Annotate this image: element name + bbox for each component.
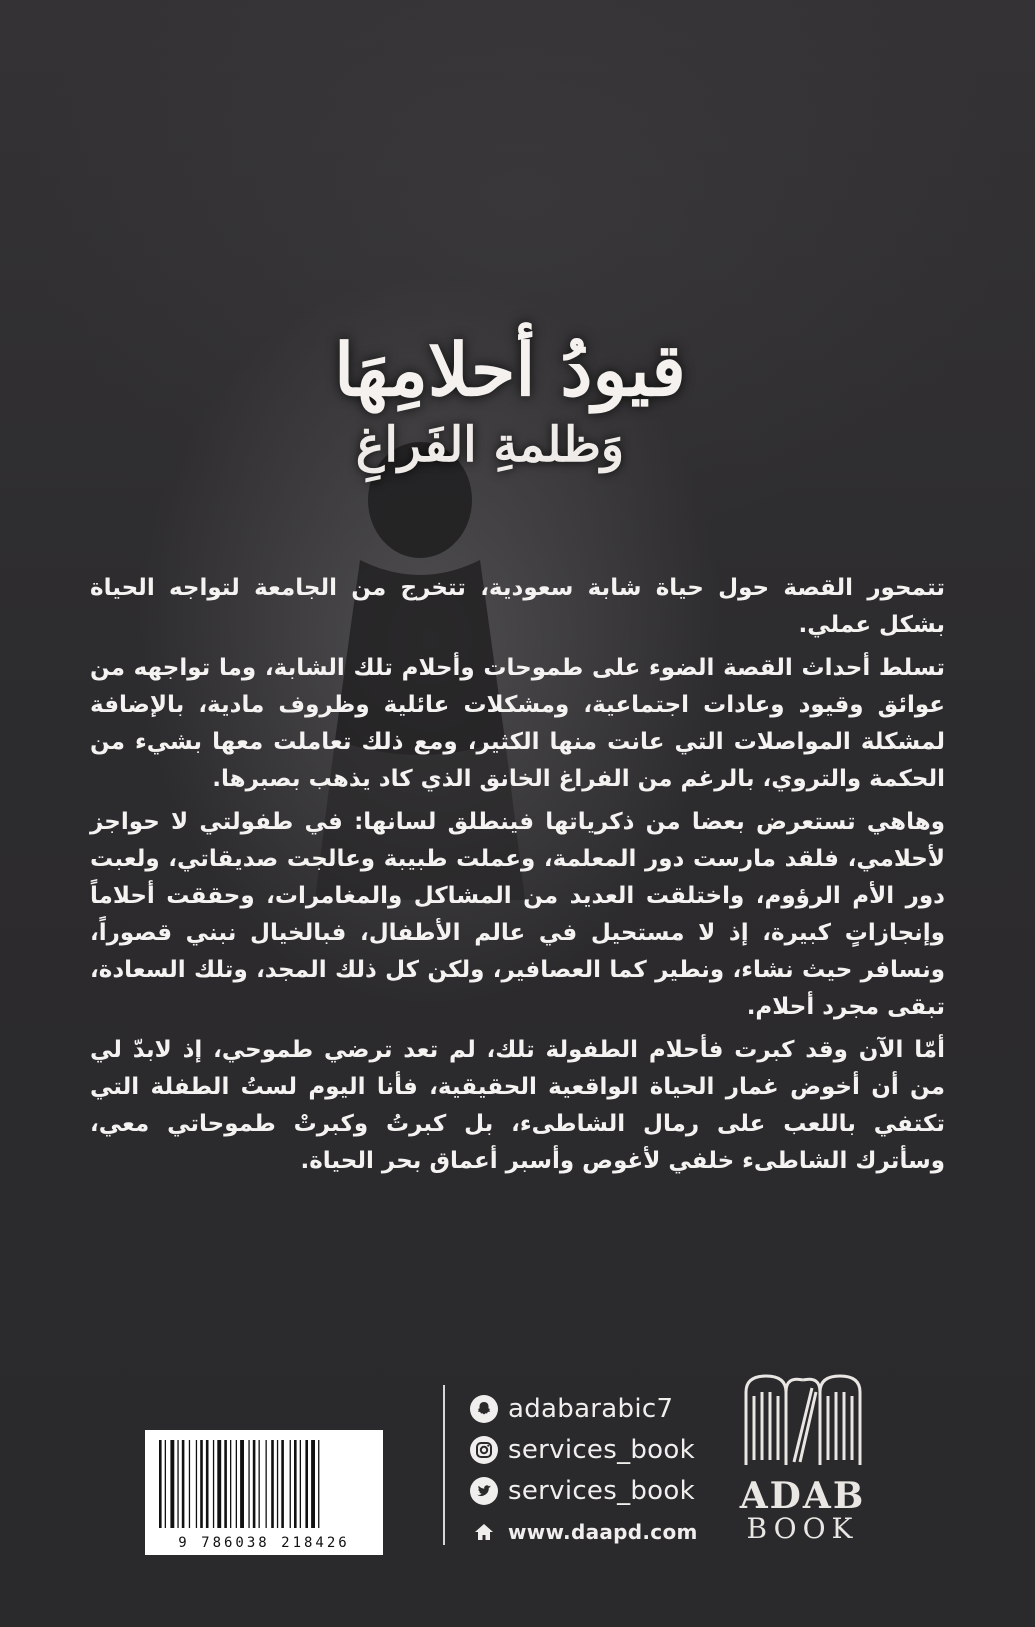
barcode-bar [318,1440,319,1528]
social-links [470,1388,730,1552]
blurb-paragraph: أمّا الآن وقد كبرت فأحلام الطفولة تلك، لم تعد ترضي طموحي، إذ لابدّ لي من أن أخوض غمار الحياة الواقعية الحقيقية، فأنا اليوم لستُ الطفلة التي تكتفي باللعب على رمال الشاطىء، بل كبرتُ وكبرتْ طموحاتي معي، وسأترك الشاطىء خلفي لأغوص وأسبر أعماق بحر الحياة. [90,1037,945,1174]
publisher-logo [735,1370,870,1560]
instagram-icon [470,1436,498,1464]
title-subtitle: وَظلمةِ الفَراغِ [355,417,625,474]
barcode-bar [196,1440,197,1528]
blurb-paragraph: وهاهي تستعرض بعضا من ذكرياتها فينطلق لسانها: في طفولتي لا حواجز لأحلامي، فلقد مارست دور المعلمة، وعملت طبيبة وعالجت صديقاتي، ولعبت دور الأم الرؤوم، واختلقت العديد من المشاكل والمغامرات، وحققت أحلاماً وإنجازاتٍ كبيرة، إذ لا مستحيل في عالم الأطفال، فبالخيال نبني قصوراً، ونسافر حيث نشاء، ونطير كما العصافير، ولكن كل ذلك المجد، وتلك السعادة، تبقى مجرد أحلام. [90,809,945,1020]
barcode-bar [277,1440,278,1528]
twitter-handle: services_book [508,1475,695,1506]
barcode-bar [311,1440,315,1528]
barcode-bar [213,1440,214,1528]
barcode-bar [236,1440,237,1528]
barcode-bar [182,1440,185,1528]
isbn-number: 9 786038 218426 [178,1535,350,1551]
barcode-bar [189,1440,190,1528]
home-icon [470,1518,498,1546]
barcode-bar [177,1440,178,1528]
open-books-icon [738,1370,868,1470]
barcode-bar [165,1440,166,1528]
social-instagram[interactable] [470,1429,730,1470]
publisher-name: ADAB [739,1475,866,1517]
barcode-bars [157,1440,371,1530]
barcode-bar [240,1440,244,1528]
barcode-bar [248,1440,249,1528]
snapchat-icon [470,1395,498,1423]
publisher-subname: BOOK [746,1512,859,1545]
website-url: www.daapd.com [508,1519,698,1544]
instagram-handle: services_book [508,1434,695,1465]
twitter-bird-icon [470,1477,498,1505]
barcode-bar [253,1440,256,1528]
barcode-bar [206,1440,209,1528]
barcode-bar [271,1440,274,1528]
barcode-bar [300,1440,301,1528]
barcode-bar [294,1440,297,1528]
blurb-paragraph: تسلط أحداث القصة الضوء على طموحات وأحلام تلك الشابة، وما تواجهه من عوائق وقيود وعادات اجتماعية، ومشكلات عائلية وظروف مادية، بالإضافة لمشكلة المواصلات التي عانت منها الكثير، ومع ذلك تعاملت معها بشيء من الحكمة والتروي، بالرغم من الفراغ الخانق الذي كاد يذهب بصبرها. [90,655,945,792]
barcode-bar [159,1440,162,1528]
social-snapchat[interactable] [470,1388,730,1429]
barcode-bar [217,1440,221,1528]
barcode-bar [230,1440,231,1528]
vertical-divider [443,1385,445,1545]
barcode-bar [224,1440,227,1528]
blurb-paragraph: تتمحور القصة حول حياة شابة سعودية، تتخرج من الجامعة لتواجه الحياة بشكل عملي. [90,575,945,638]
book-title [300,327,720,474]
barcode-bar [259,1440,260,1528]
isbn-barcode [145,1430,383,1555]
social-website[interactable] [470,1511,730,1552]
barcode-bar [281,1440,284,1528]
blurb-text [90,570,945,1186]
title-main: قيودُ أحلامِهَا [334,327,686,412]
barcode-bar [290,1440,291,1528]
barcode-bar [200,1440,203,1528]
barcode-bar [305,1440,308,1528]
barcode-bar [170,1440,174,1528]
snapchat-handle: adabarabic7 [508,1393,674,1424]
social-twitter[interactable] [470,1470,730,1511]
barcode-bar [266,1440,267,1528]
